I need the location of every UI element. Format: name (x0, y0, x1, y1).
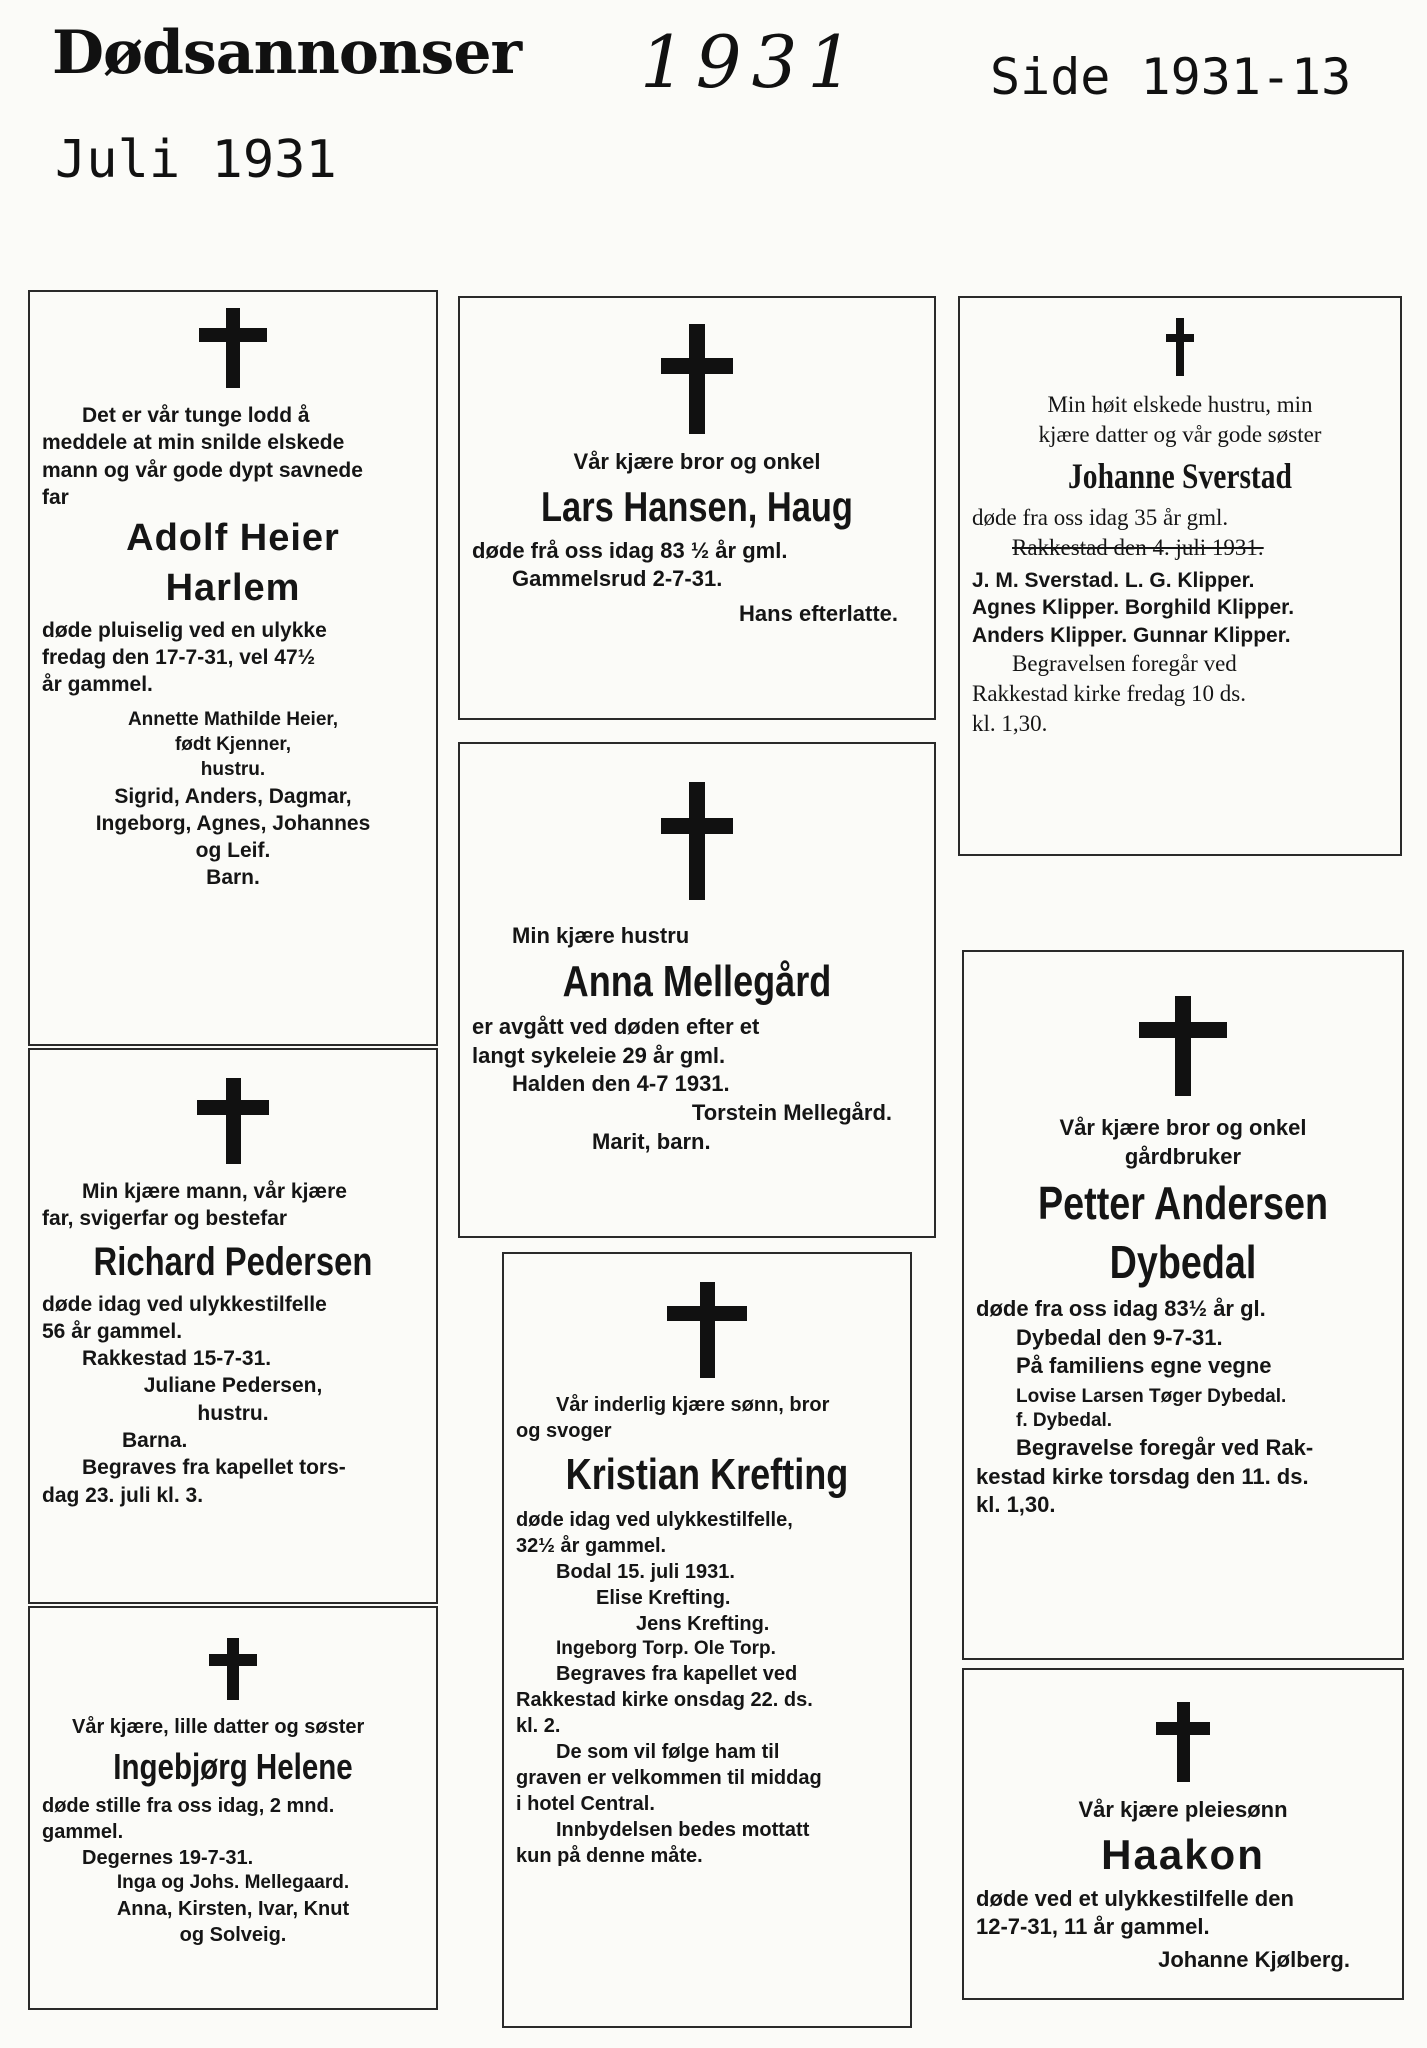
notice-body: Gammelsrud 2-7-31. (512, 566, 723, 592)
funeral-info: dag 23. juli kl. 3. (42, 1483, 204, 1507)
notice-kristian-krefting (502, 1252, 912, 2028)
funeral-info: Begraves fra kapellet tors- (82, 1456, 346, 1480)
notice-body: døde stille fra oss idag, 2 mnd. (42, 1795, 335, 1818)
cross-icon (197, 1078, 269, 1164)
notice-body: Rakkestad 15-7-31. (82, 1347, 272, 1371)
page-year: 1931 (640, 20, 864, 104)
notice-intro: Vår kjære, lille datter og søster (72, 1716, 365, 1738)
funeral-info: i hotel Central. (516, 1793, 655, 1816)
signature: og Solveig. (179, 1924, 287, 1947)
notice-body: 12-7-31, 11 år gammel. (976, 1914, 1210, 1940)
notice-intro: Min kjære hustru (512, 923, 690, 948)
notice-intro: far (42, 485, 69, 509)
deceased-name: Anna Mellegård (562, 956, 832, 1006)
notice-body: 56 år gammel. (42, 1319, 183, 1343)
signature: Barn. (206, 866, 260, 890)
signature: Inga og Johs. Mellegaard. (116, 1872, 350, 1894)
notice-body: er avgått ved døden efter et (472, 1014, 760, 1040)
notice-body: Halden den 4-7 1931. (512, 1071, 730, 1097)
notice-body: fredag den 17-7-31, vel 47½ (42, 645, 316, 669)
notice-richard-pedersen (28, 1048, 438, 1604)
page-month: Juli 1931 (55, 130, 337, 190)
signature: Torstein Mellegård. (691, 1099, 892, 1125)
cross-icon (1139, 996, 1227, 1096)
signature: hustru. (200, 758, 266, 780)
funeral-info: Innbydelsen bedes mottatt (556, 1819, 810, 1842)
deceased-name: Dybedal (1109, 1236, 1257, 1289)
signature: Marit, barn. (592, 1128, 711, 1154)
notice-intro: Vår kjære bror og onkel (1059, 1115, 1307, 1140)
notice-intro: Vår kjære pleiesønn (1078, 1797, 1288, 1822)
notice-body: døde idag ved ulykkestilfelle, (516, 1508, 793, 1531)
cross-icon (1156, 1702, 1210, 1782)
funeral-info: Begravelsen foregår ved (1012, 650, 1237, 676)
notice-intro: Det er vår tunge lodd å (82, 404, 310, 427)
funeral-info: kun på denne måte. (516, 1845, 703, 1868)
notice-intro: Min høit elskede hustru, min (1047, 392, 1313, 417)
notice-body: år gammel. (42, 673, 153, 697)
cross-icon (661, 324, 733, 434)
signature: Johanne Kjølberg. (1158, 1947, 1350, 1973)
signature: J. M. Sverstad. L. G. Klipper. (972, 568, 1255, 592)
notice-body: døde pluiselig ved en ulykke (42, 618, 327, 642)
funeral-info: Begraves fra kapellet ved (556, 1663, 798, 1686)
notice-intro: meddele at min snilde elskede (42, 431, 345, 455)
notice-adolf-heier-harlem (28, 290, 438, 1046)
notice-body: døde ved et ulykkestilfelle den (976, 1885, 1294, 1911)
notice-body: døde idag ved ulykkestilfelle (42, 1292, 327, 1316)
deceased-name: Lars Hansen, Haug (541, 482, 853, 530)
deceased-name: Ingebjørg Helene (113, 1746, 353, 1787)
deceased-name: Richard Pedersen (93, 1239, 373, 1284)
signature: og Leif. (195, 839, 271, 863)
cross-icon (667, 1282, 747, 1378)
cross-icon (199, 308, 267, 388)
signature: hustru. (197, 1401, 269, 1425)
signature: Juliane Pedersen, (143, 1374, 323, 1398)
notice-body: Bodal 15. juli 1931. (556, 1560, 735, 1583)
signature: Lovise Larsen Tøger Dybedal. (1016, 1385, 1287, 1407)
notice-intro: Vår inderlig kjære sønn, bror (556, 1394, 830, 1416)
notice-body: døde frå oss idag 83 ½ år gml. (472, 537, 788, 563)
notice-johanne-sverstad (958, 296, 1402, 856)
notice-intro: Min kjære mann, vår kjære (82, 1180, 347, 1203)
notice-body: gammel. (42, 1821, 124, 1844)
notice-intro: gårdbruker (1124, 1143, 1242, 1169)
notice-body: 32½ år gammel. (516, 1534, 667, 1557)
funeral-info: graven er velkommen til middag (516, 1767, 822, 1790)
funeral-info: kestad kirke torsdag den 11. ds. (976, 1463, 1309, 1489)
deceased-name: Kristian Krefting (565, 1450, 849, 1499)
signature: Barna. (122, 1429, 188, 1453)
notice-body: døde fra oss idag 35 år gml. (972, 505, 1229, 531)
funeral-info: De som vil følge ham til (556, 1741, 780, 1764)
notice-lars-hansen-haug (458, 296, 936, 720)
deceased-name: Johanne Sverstad (1068, 455, 1292, 496)
funeral-info: Begravelse foregår ved Rak- (1016, 1435, 1314, 1461)
signature: Sigrid, Anders, Dagmar, (114, 784, 352, 808)
notice-petter-andersen-dybedal (962, 950, 1404, 1660)
signature: Anna, Kirsten, Ivar, Knut (116, 1898, 350, 1921)
funeral-info: kl. 2. (516, 1715, 561, 1738)
signature: f. Dybedal. (1016, 1410, 1113, 1432)
notice-intro: og svoger (516, 1420, 612, 1442)
signature: Hans efterlatte. (739, 601, 898, 627)
signature: Elise Krefting. (596, 1586, 731, 1609)
page-title: Dødsannonser (52, 18, 522, 88)
funeral-info: Rakkestad kirke onsdag 22. ds. (516, 1689, 813, 1712)
cross-icon (661, 782, 733, 900)
signature: født Kjenner, (174, 734, 292, 756)
signature: Ingeborg Torp. Ole Torp. (556, 1637, 776, 1659)
deceased-name: Adolf Heier (126, 517, 340, 560)
notice-body: døde fra oss idag 83½ år gl. (976, 1295, 1266, 1321)
cross-icon (209, 1638, 257, 1700)
page-number: Side 1931-13 (990, 48, 1352, 106)
signature: Annette Mathilde Heier, (127, 709, 339, 731)
funeral-info: kl. 1,30. (976, 1492, 1056, 1518)
deceased-name: Petter Andersen (1038, 1177, 1328, 1230)
notice-ingebjorg-helene (28, 1606, 438, 2010)
notice-intro: mann og vår gode dypt savnede (42, 458, 363, 482)
notice-body: Dybedal den 9-7-31. (1016, 1324, 1223, 1350)
notice-body: På familiens egne vegne (1016, 1353, 1272, 1379)
deceased-name: Harlem (165, 566, 301, 609)
deceased-name: Haakon (1101, 1830, 1265, 1878)
notice-intro: far, svigerfar og bestefar (42, 1207, 288, 1231)
notice-body: langt sykeleie 29 år gml. (472, 1042, 726, 1068)
signature: Jens Krefting. (636, 1612, 770, 1635)
signature: Agnes Klipper. Borghild Klipper. (972, 596, 1295, 620)
notice-haakon (962, 1668, 1404, 2000)
funeral-info: Rakkestad kirke fredag 10 ds. (972, 680, 1247, 706)
notice-anna-mellegard (458, 742, 936, 1238)
signature: Anders Klipper. Gunnar Klipper. (972, 623, 1291, 647)
cross-icon (1166, 318, 1194, 376)
notice-intro: Vår kjære bror og onkel (573, 449, 821, 474)
notice-body: Rakkestad den 4. juli 1931. (1012, 535, 1264, 561)
notice-body: Degernes 19-7-31. (82, 1847, 254, 1870)
signature: Ingeborg, Agnes, Johannes (95, 811, 371, 835)
funeral-info: kl. 1,30. (972, 710, 1048, 736)
notice-intro: kjære datter og vår gode søster (1038, 421, 1322, 447)
